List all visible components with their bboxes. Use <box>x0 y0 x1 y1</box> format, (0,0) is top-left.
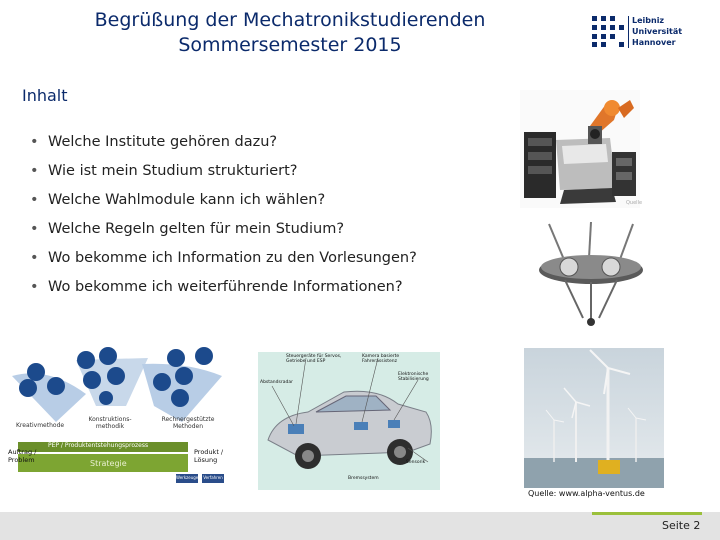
diagram-left-label2: Problem <box>8 456 35 464</box>
bullet-icon: • <box>30 221 39 237</box>
content-list <box>30 132 417 306</box>
diagram-label-kreativ: Kreativmethode <box>16 422 65 429</box>
logo-line1: Leibniz <box>632 16 665 25</box>
diagram-tag1: Werkzeuge <box>176 475 199 480</box>
car-label-4: Elektronische Stabilisierung <box>398 372 429 382</box>
diagram-right-label1: Produkt / <box>194 448 224 456</box>
bullet-icon: • <box>30 279 39 295</box>
diagram-bar-top: PEP / Produktentstehungsprozess <box>48 442 149 449</box>
diagram-left-label1: Auftrag / <box>8 448 37 456</box>
bullet-icon: • <box>30 134 39 150</box>
logo-text <box>632 15 682 48</box>
car-label-5: Sensorik <box>406 460 426 465</box>
diagram-label-rechner: Rechnergestützte Methoden <box>161 416 215 430</box>
list-item-text: Welche Institute gehören dazu? <box>48 134 278 150</box>
list-item <box>30 277 417 306</box>
bullet-icon: • <box>30 192 39 208</box>
methodology-diagram <box>8 346 230 492</box>
slide-title <box>60 8 520 58</box>
footer-accent-line <box>592 512 702 515</box>
list-item-text: Wo bekomme ich weiterführende Informationen? <box>48 279 403 295</box>
diagram-right-label2: Lösung <box>194 456 218 464</box>
wind-turbines-photo <box>524 348 664 488</box>
diagram-right-label <box>194 448 223 464</box>
footer-bar <box>0 512 720 540</box>
car-label-1: Steuergeräte für Servos, Getriebe und ESP <box>286 354 342 364</box>
section-title: Inhalt <box>22 86 68 105</box>
university-logo <box>590 14 702 54</box>
list-item <box>30 190 417 219</box>
list-item <box>30 219 417 248</box>
bullet-icon: • <box>30 163 39 179</box>
list-item <box>30 132 417 161</box>
list-item-text: Wie ist mein Studium strukturiert? <box>48 163 298 179</box>
page-number: Seite 2 <box>662 519 701 532</box>
luh-logo-icon <box>590 14 626 48</box>
diagram-tag2: Verfahren <box>203 475 223 480</box>
diagram-label-konstruktion: Konstruktions-methodik <box>88 416 132 430</box>
robot-image-caption: Quelle <box>626 200 643 206</box>
slide-title-line1: Begrüßung der Mechatronikstudierenden <box>94 9 486 31</box>
car-mechatronics-image <box>258 352 440 490</box>
delta-robot-image <box>535 222 647 330</box>
list-item-text: Wo bekomme ich Information zu den Vorlesungen? <box>48 250 417 266</box>
robot-arm-image <box>520 90 643 208</box>
image-source: Quelle: www.alpha-ventus.de <box>528 489 645 498</box>
diagram-left-label <box>8 448 36 464</box>
list-item <box>30 248 417 277</box>
car-label-3: Abstandsradar <box>260 380 293 385</box>
list-item <box>30 161 417 190</box>
bullet-icon: • <box>30 250 39 266</box>
list-item-text: Welche Regeln gelten für mein Studium? <box>48 221 345 237</box>
logo-divider <box>628 16 629 48</box>
slide-title-line2: Sommersemester 2015 <box>178 34 402 56</box>
logo-line3: Hannover <box>632 38 676 47</box>
car-label-6: Bremssystem <box>348 476 379 481</box>
logo-line2: Universität <box>632 27 683 36</box>
car-label-2: Kamera basierte Fahrerassistenz <box>362 354 400 364</box>
list-item-text: Welche Wahlmodule kann ich wählen? <box>48 192 326 208</box>
diagram-bar-bottom: Strategie <box>90 459 127 468</box>
